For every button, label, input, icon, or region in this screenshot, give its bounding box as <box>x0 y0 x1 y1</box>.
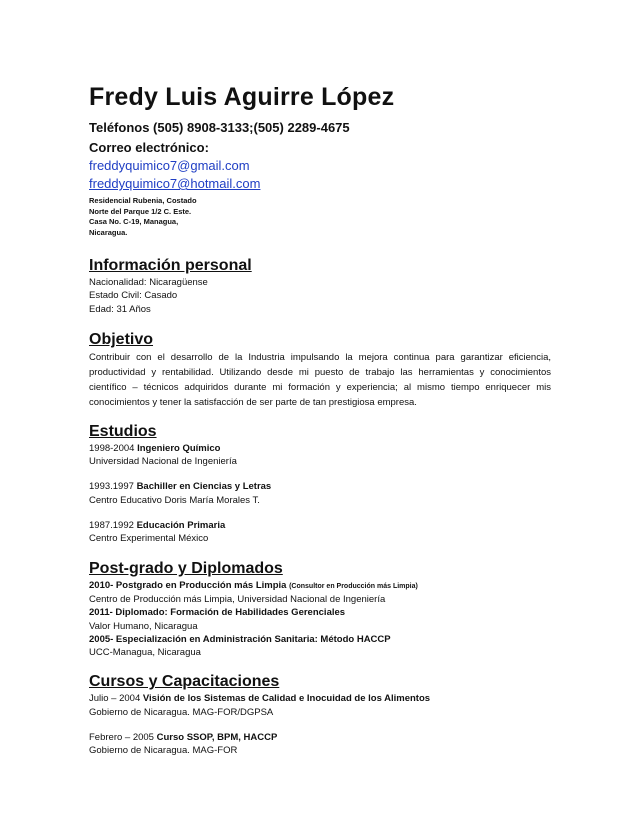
address-line: Nicaragua. <box>89 227 128 237</box>
course-org: Gobierno de Nicaragua. MAG-FOR/DGPSA <box>89 706 274 718</box>
study-period: 1987.1992 <box>89 520 134 532</box>
course-org: Gobierno de Nicaragua. MAG-FOR <box>89 745 238 757</box>
study-item <box>89 480 551 507</box>
objective-text: Contribuir con el desarrollo de la Industria impulsando la mejora continua para garantizar eficiencia, productividad y rentabilidad. Utilizando desde mi puesto de trabajo las herramientas y conocimientos científico – técnicos adquiridos durante mi formación y experiencia; al mismo tiempo enriquecer mis conocimientos y tener la satisfacción de ser parte de tan prestigiosa empresa. <box>89 351 551 408</box>
study-degree: Educación Primaria <box>136 520 226 532</box>
section-title-objective: Objetivo <box>89 330 154 348</box>
study-period: 1998-2004 <box>89 442 135 454</box>
email-gmail-link[interactable]: freddyquimico7@gmail.com <box>89 158 250 173</box>
address-line: Casa No. C-19, Managua, <box>89 217 179 226</box>
personal-info <box>89 276 551 316</box>
study-degree: Bachiller en Ciencias y Letras <box>136 481 272 493</box>
postgrad-note: (Consultor en Producción más Limpia) <box>289 582 418 590</box>
course-name: Visión de los Sistemas de Calidad e Inocuidad de los Alimentos <box>142 693 431 705</box>
marital-status: Estado Civil: Casado <box>89 290 178 302</box>
email-label: Correo electrónico: <box>89 140 209 155</box>
study-item <box>89 519 551 546</box>
age: Edad: 31 Años <box>89 303 151 315</box>
study-item <box>89 442 551 469</box>
study-place: Universidad Nacional de Ingeniería <box>89 456 237 468</box>
study-period: 1993.1997 <box>89 481 134 493</box>
section-title-personal: Información personal <box>89 257 252 274</box>
section-title-studies: Estudios <box>89 422 157 440</box>
address-block <box>89 196 551 238</box>
postgrad-place: Valor Humano, Nicaragua <box>89 620 198 632</box>
candidate-name: Fredy Luis Aguirre López <box>89 83 395 111</box>
section-title-postgrad: Post-grado y Diplomados <box>89 559 283 577</box>
address-line: Norte del Parque 1/2 C. Este. <box>89 206 192 216</box>
course-item <box>89 692 551 719</box>
postgrad-heading: 2011- Diplomado: Formación de Habilidades Gerenciales <box>89 607 346 619</box>
address-line: Residencial Rubenia, Costado <box>89 196 197 205</box>
postgrad-list <box>89 579 551 660</box>
email-hotmail-link[interactable]: freddyquimico7@hotmail.com <box>89 176 261 191</box>
postgrad-heading: 2010- Postgrado en Producción más Limpia <box>89 579 287 591</box>
study-place: Centro Educativo Doris María Morales T. <box>89 494 260 506</box>
postgrad-heading: 2005- Especialización en Administración Sanitaria: Método HACCP <box>89 633 391 645</box>
study-degree: Ingeniero Químico <box>137 442 221 454</box>
course-period: Julio – 2004 <box>89 693 141 705</box>
postgrad-place: Centro de Producción más Limpia, Universidad Nacional de Ingeniería <box>89 593 386 605</box>
course-name: Curso SSOP, BPM, HACCP <box>156 732 278 744</box>
course-period: Febrero – 2005 <box>89 732 154 744</box>
section-title-courses: Cursos y Capacitaciones <box>89 673 280 691</box>
course-item <box>89 731 551 758</box>
study-place: Centro Experimental México <box>89 533 209 545</box>
postgrad-place: UCC-Managua, Nicaragua <box>89 647 201 659</box>
resume-page <box>89 82 551 758</box>
phone-numbers: Teléfonos (505) 8908-3133;(505) 2289-4675 <box>89 120 350 135</box>
nationality: Nacionalidad: Nicaragüense <box>89 277 208 288</box>
